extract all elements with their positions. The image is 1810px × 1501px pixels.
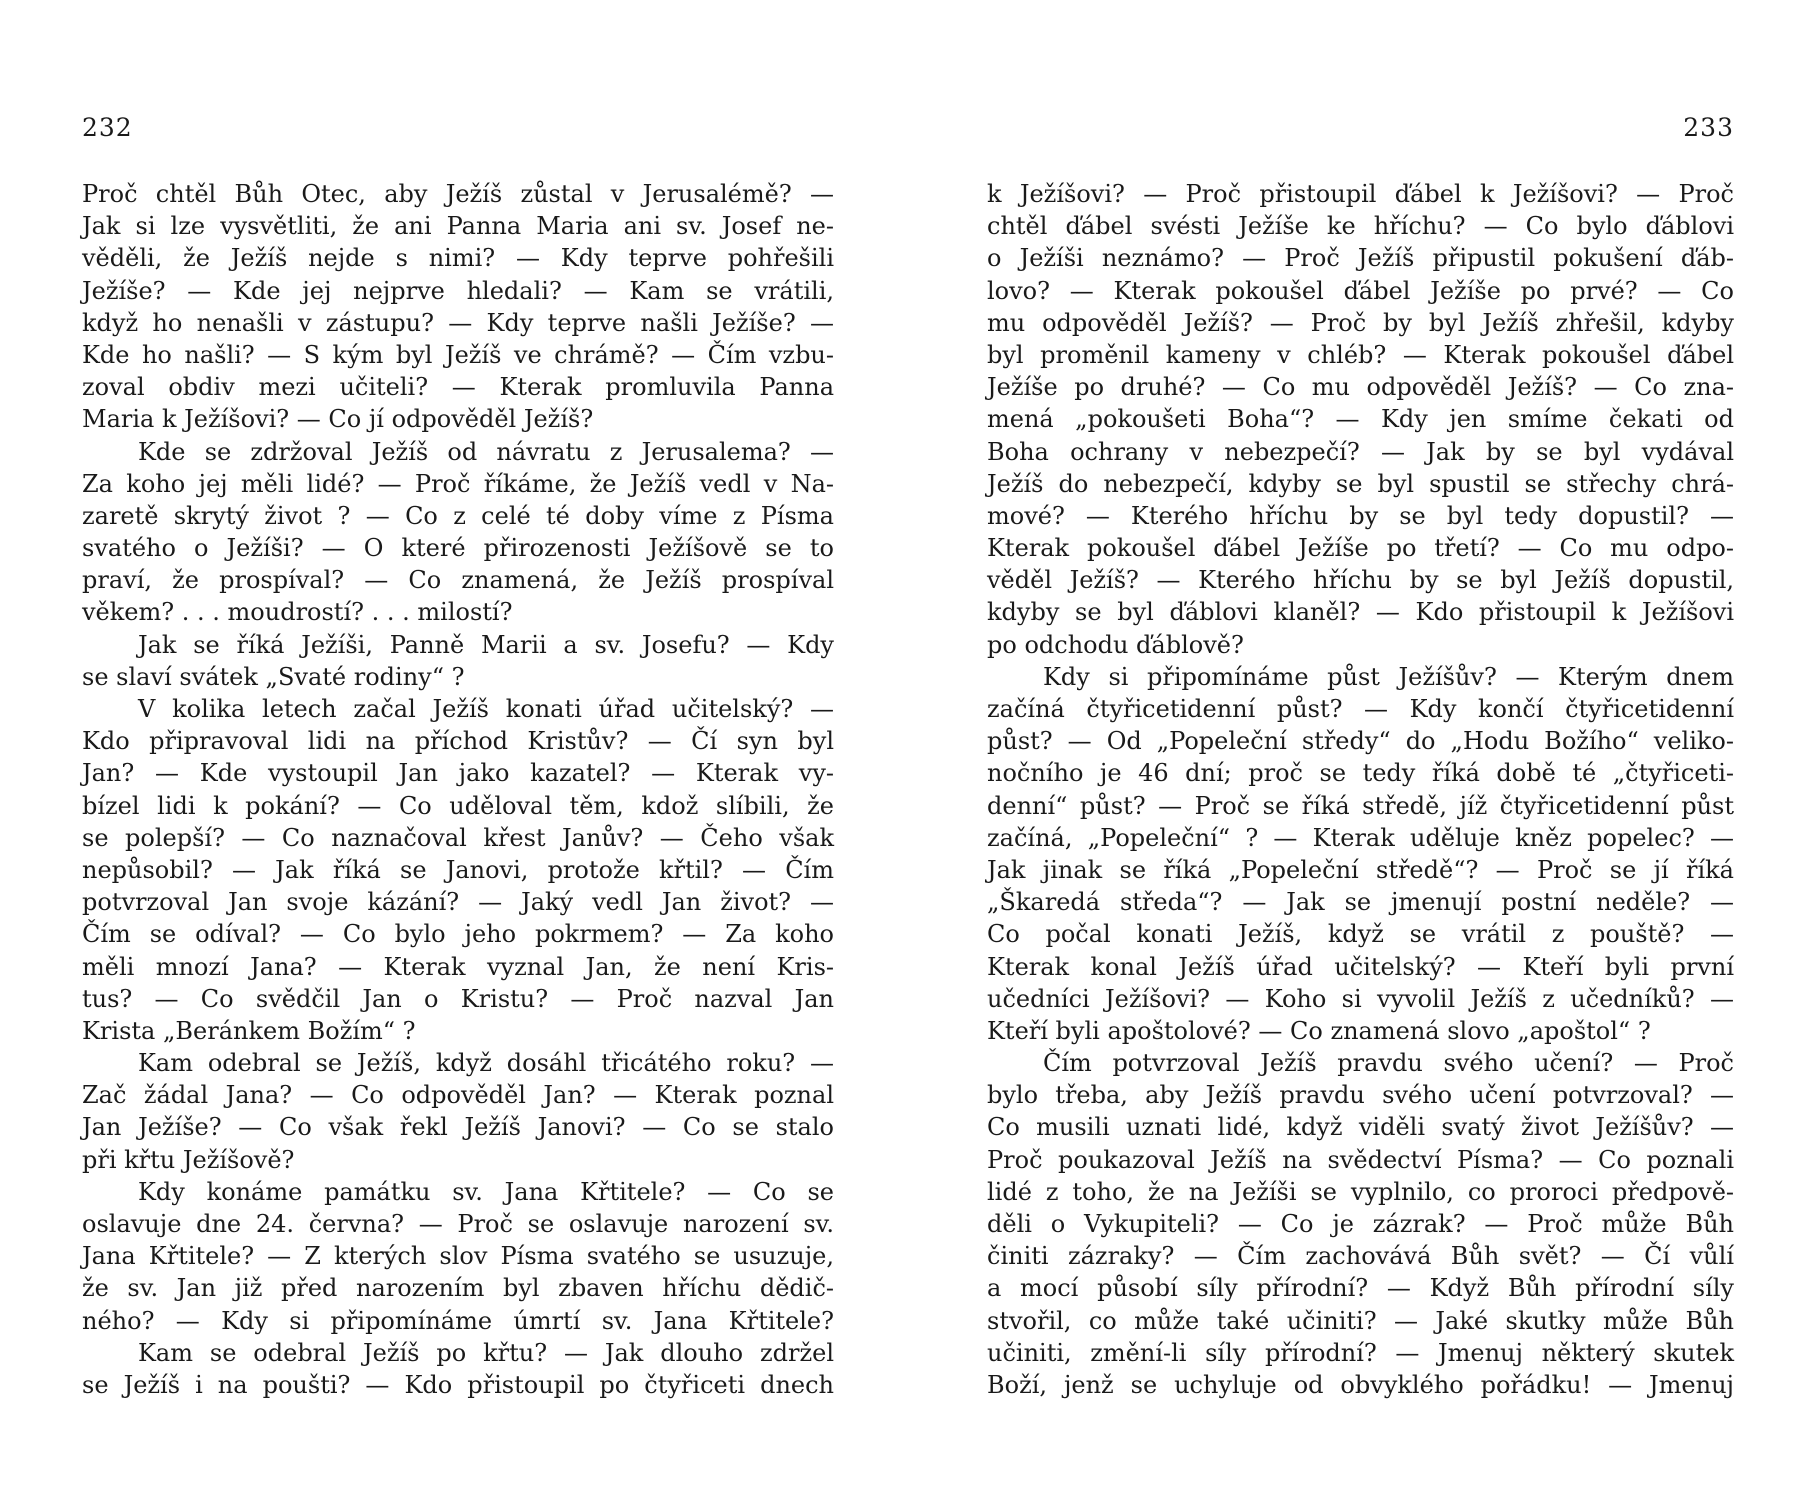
text-line: bízel lidi k pokání? — Co uděloval těm, kdož slíbili, že — [82, 791, 834, 820]
text-line: lovo? — Kterak pokoušel ďábel Ježíše po prvé? — Co — [987, 276, 1734, 305]
text-line: Boží, jenž se uchyluje od obvyklého pořádku! — Jmenuj — [987, 1370, 1734, 1399]
text-line: Kdy si připomínáme půst Ježíšův? — Kterým dnem — [1043, 662, 1734, 691]
page-body — [82, 178, 834, 1401]
text-line: že sv. Jan již před narozením byl zbaven hříchu dědič- — [82, 1274, 834, 1303]
text-line: Co musili uznati lidé, když viděli svatý život Ježíšův? — — [987, 1113, 1734, 1142]
text-line: Proč poukazoval Ježíš na svědectví Písma? — Co poznali — [987, 1145, 1734, 1174]
text-line: věděl Ježíš? — Kterého hříchu by se byl Ježíš dopustil, — [987, 566, 1734, 595]
text-line: Jan Ježíše? — Co však řekl Ježíš Janovi? — Co se stalo — [82, 1113, 834, 1142]
text-line: zoval obdiv mezi učiteli? — Kterak promluvila Panna — [82, 373, 834, 402]
text-line: o Ježíši neznámo? — Proč Ježíš připustil pokušení ďáb- — [987, 244, 1734, 273]
text-line: nepůsobil? — Jak říká se Janovi, protože křtil? — Čím — [82, 855, 834, 884]
text-line: Za koho jej měli lidé? — Proč říkáme, že Ježíš vedl v Na- — [82, 469, 834, 498]
text-line: Ježíše po druhé? — Co mu odpověděl Ježíš? — Co zna- — [987, 373, 1734, 402]
text-line: měli mnozí Jana? — Kterak vyznal Jan, že není Kris- — [82, 952, 834, 981]
text-line: se polepší? — Co naznačoval křest Janův? — Čeho však — [82, 823, 834, 852]
text-line: mená „pokoušeti Boha“? — Kdy jen smíme čekati od — [987, 405, 1734, 434]
text-line: Maria k Ježíšovi? — Co jí odpověděl Ježíš? — [82, 405, 594, 434]
text-line: mové? — Kterého hříchu by se byl tedy dopustil? — — [987, 501, 1734, 530]
text-line: věkem? . . . moudrostí? . . . milostí? — [82, 598, 513, 627]
text-line: po odchodu ďáblově? — [987, 630, 1244, 659]
text-line: zaretě skrytý život ? — Co z celé té doby víme z Písma — [82, 501, 834, 530]
text-line: potvrzoval Jan svoje kázání? — Jaký vedl Jan život? — — [82, 888, 834, 917]
text-line: mu odpověděl Ježíš? — Proč by byl Ježíš zhřešil, kdyby — [987, 308, 1734, 337]
text-line: učedníci Ježíšovi? — Koho si vyvolil Ježíš z učedníků? — — [987, 984, 1734, 1013]
text-line: při křtu Ježíšově? — [82, 1145, 295, 1174]
page-body — [987, 178, 1734, 1401]
text-line: Kterak pokoušel ďábel Ježíše po třetí? — Co mu odpo- — [987, 534, 1734, 563]
text-line: denní“ půst? — Proč se říká středě, jíž čtyřicetidenní půst — [987, 791, 1734, 820]
text-line: začíná čtyřicetidenní půst? — Kdy končí čtyřicetidenní — [987, 695, 1734, 723]
text-line: k Ježíšovi? — Proč přistoupil ďábel k Ježíšovi? — Proč — [987, 180, 1734, 208]
text-line: Čím potvrzoval Ježíš pravdu svého učení? — Proč — [1043, 1049, 1734, 1078]
text-line: bylo třeba, aby Ježíš pravdu svého učení potvrzoval? — — [987, 1081, 1734, 1110]
text-line: Ježíše? — Kde jej nejprve hledali? — Kam se vrátili, — [82, 276, 834, 305]
text-line: Jak jinak se říká „Popeleční středě“? — Proč se jí říká — [987, 855, 1734, 884]
text-line: svatého o Ježíši? — O které přirozenosti Ježíšově se to — [82, 534, 834, 563]
text-line: stvořil, co může také učiniti? — Jaké skutky může Bůh — [987, 1306, 1734, 1335]
text-line: Kde se zdržoval Ježíš od návratu z Jerusalema? — — [138, 437, 834, 466]
text-line: chtěl ďábel svésti Ježíše ke hříchu? — Co bylo ďáblovi — [987, 212, 1734, 241]
text-line: Ježíš do nebezpečí, kdyby se byl spustil se střechy chrá- — [987, 469, 1734, 498]
text-line: Jak si lze vysvětliti, že ani Panna Maria ani sv. Josef ne- — [82, 212, 834, 241]
text-line: Kam se odebral Ježíš po křtu? — Jak dlouho zdržel — [138, 1338, 834, 1367]
text-line: se Ježíš i na poušti? — Kdo přistoupil po čtyřiceti dnech — [82, 1370, 834, 1399]
text-line: děli o Vykupiteli? — Co je zázrak? — Proč může Bůh — [987, 1210, 1734, 1238]
left-page — [82, 0, 834, 1501]
text-line: praví, že prospíval? — Co znamená, že Ježíš prospíval — [82, 566, 834, 595]
text-line: Proč chtěl Bůh Otec, aby Ježíš zůstal v Jerusalémě? — — [82, 180, 834, 208]
text-line: Čím se odíval? — Co bylo jeho pokrmem? — Za koho — [82, 920, 834, 949]
text-line: Boha ochrany v nebezpečí? — Jak by se byl vydával — [987, 437, 1734, 466]
text-line: nočního je 46 dní; proč se tedy říká době té „čtyřiceti- — [987, 759, 1734, 788]
text-line: Kam odebral se Ježíš, když dosáhl třicátého roku? — — [138, 1049, 834, 1078]
text-line: když ho nenašli v zástupu? — Kdy teprve našli Ježíše? — — [82, 308, 834, 337]
text-line: ného? — Kdy si připomínáme úmrtí sv. Jana Křtitele? — [82, 1306, 834, 1335]
text-line: učiniti, změní-li síly přírodní? — Jmenuj některý skutek — [987, 1338, 1734, 1367]
text-line: Kteří byli apoštolové? — Co znamená slovo „apoštol“ ? — [987, 1016, 1651, 1045]
text-line: Co počal konati Ježíš, když se vrátil z pouště? — — [987, 920, 1734, 949]
text-line: Kdo připravoval lidi na příchod Kristův? — Čí syn byl — [82, 727, 834, 756]
text-line: tus? — Co svědčil Jan o Kristu? — Proč nazval Jan — [82, 984, 834, 1013]
text-line: Zač žádal Jana? — Co odpověděl Jan? — Kterak poznal — [82, 1081, 834, 1110]
page-number: 233 — [1683, 113, 1734, 142]
text-line: „Škaredá středa“? — Jak se jmenují postní neděle? — — [987, 888, 1734, 917]
text-line: oslavuje dne 24. června? — Proč se oslavuje narození sv. — [82, 1210, 834, 1238]
right-page — [987, 0, 1734, 1501]
text-line: Kdy konáme památku sv. Jana Křtitele? — Co se — [138, 1177, 834, 1206]
text-line: lidé z toho, že na Ježíši se vyplnilo, co proroci předpově- — [987, 1177, 1734, 1206]
text-line: věděli, že Ježíš nejde s nimi? — Kdy teprve pohřešili — [82, 244, 834, 273]
text-line: a mocí působí síly přírodní? — Když Bůh přírodní síly — [987, 1274, 1734, 1303]
text-line: Kterak konal Ježíš úřad učitelský? — Kteří byli první — [987, 952, 1734, 981]
text-line: činiti zázraky? — Čím zachovává Bůh svět? — Čí vůlí — [987, 1242, 1734, 1271]
text-line: půst? — Od „Popeleční středy“ do „Hodu Božího“ veliko- — [987, 727, 1734, 756]
text-line: Jan? — Kde vystoupil Jan jako kazatel? — Kterak vy- — [82, 759, 834, 788]
text-line: Krista „Beránkem Božím“ ? — [82, 1016, 416, 1045]
text-line: V kolika letech začal Ježíš konati úřad učitelský? — — [138, 695, 834, 723]
text-line: se slaví svátek „Svaté rodiny“ ? — [82, 662, 465, 691]
page-number: 232 — [82, 113, 133, 142]
text-line: kdyby se byl ďáblovi klaněl? — Kdo přistoupil k Ježíšovi — [987, 598, 1734, 627]
text-line: Jak se říká Ježíši, Panně Marii a sv. Josefu? — Kdy — [138, 630, 834, 659]
text-line: Kde ho našli? — S kým byl Ježíš ve chrámě? — Čím vzbu- — [82, 340, 834, 369]
text-line: byl proměnil kameny v chléb? — Kterak pokoušel ďábel — [987, 340, 1734, 369]
text-line: začíná, „Popeleční“ ? — Kterak uděluje kněz popelec? — — [987, 823, 1734, 852]
text-line: Jana Křtitele? — Z kterých slov Písma svatého se usuzuje, — [82, 1242, 834, 1271]
